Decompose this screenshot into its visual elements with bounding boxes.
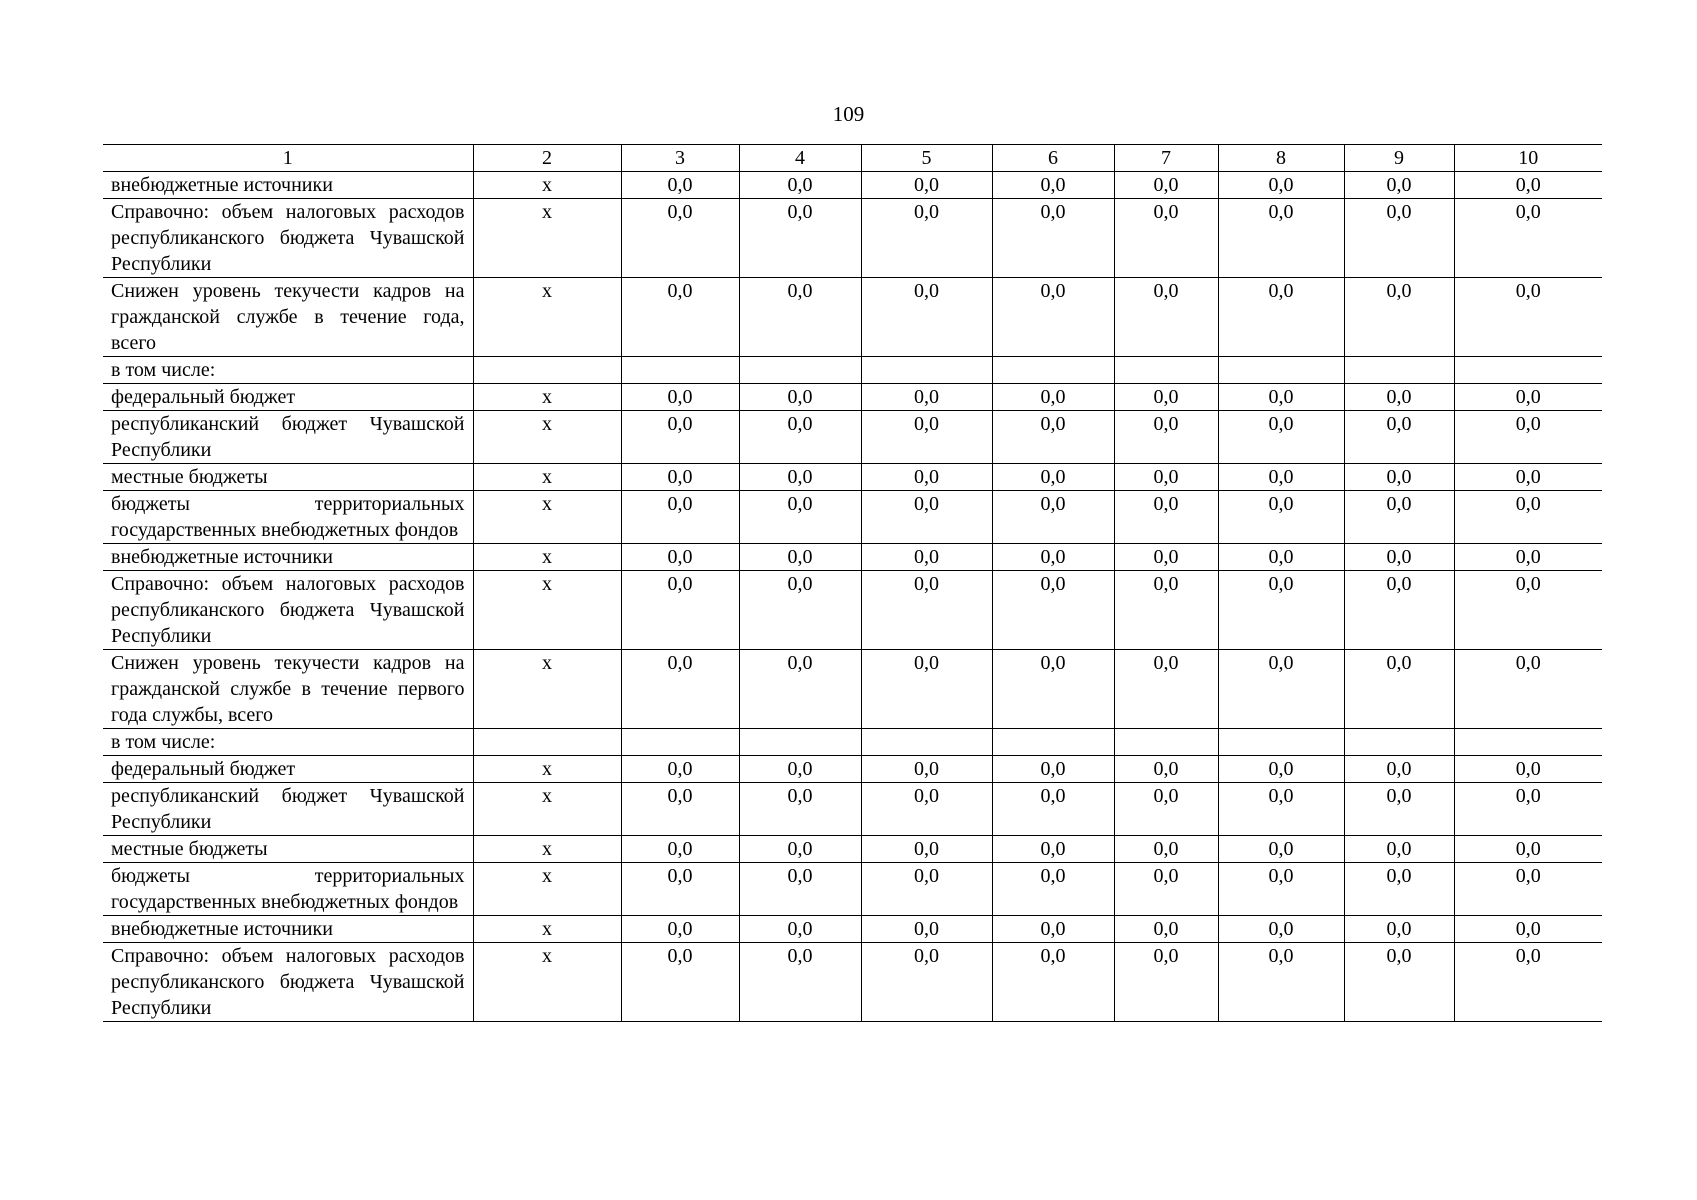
table-cell: 0,0 bbox=[1114, 943, 1218, 1022]
table-cell: 0,0 bbox=[621, 411, 739, 464]
column-header: 6 bbox=[992, 145, 1114, 172]
table-cell: 0,0 bbox=[621, 464, 739, 491]
table-cell bbox=[621, 357, 739, 384]
table-cell: 0,0 bbox=[1344, 544, 1454, 571]
table-row bbox=[103, 278, 1602, 357]
table-cell: 0,0 bbox=[1454, 464, 1602, 491]
column-header: 9 bbox=[1344, 145, 1454, 172]
row-label: Снижен уровень текучести кадров на гражданской службе в течение первого года службы, всего bbox=[103, 650, 473, 729]
table-cell: 0,0 bbox=[1454, 172, 1602, 199]
table-cell: х bbox=[473, 464, 621, 491]
table-cell: 0,0 bbox=[992, 199, 1114, 278]
table-cell: 0,0 bbox=[992, 464, 1114, 491]
table-cell bbox=[473, 729, 621, 756]
table-cell: 0,0 bbox=[739, 571, 861, 650]
table-cell: 0,0 bbox=[1114, 650, 1218, 729]
table-cell: 0,0 bbox=[1218, 571, 1344, 650]
table-cell: х bbox=[473, 278, 621, 357]
table-cell: х bbox=[473, 411, 621, 464]
column-header: 1 bbox=[103, 145, 473, 172]
table-cell: х bbox=[473, 783, 621, 836]
table-cell: 0,0 bbox=[1218, 783, 1344, 836]
table-cell: 0,0 bbox=[621, 943, 739, 1022]
row-label: внебюджетные источники bbox=[103, 172, 473, 199]
row-label: бюджеты территориальных государственных внебюджетных фондов bbox=[103, 863, 473, 916]
table-cell: 0,0 bbox=[861, 863, 992, 916]
table-cell: х bbox=[473, 863, 621, 916]
table-cell: 0,0 bbox=[1344, 836, 1454, 863]
table-row bbox=[103, 916, 1602, 943]
table-cell bbox=[1344, 729, 1454, 756]
table-cell: х bbox=[473, 916, 621, 943]
table-cell: 0,0 bbox=[1114, 756, 1218, 783]
row-label: в том числе: bbox=[103, 729, 473, 756]
table-cell: 0,0 bbox=[1344, 571, 1454, 650]
table-cell: 0,0 bbox=[621, 650, 739, 729]
table-cell: 0,0 bbox=[1454, 916, 1602, 943]
table-cell bbox=[861, 357, 992, 384]
table-row bbox=[103, 783, 1602, 836]
table-row bbox=[103, 756, 1602, 783]
table-row bbox=[103, 464, 1602, 491]
table-cell bbox=[1218, 729, 1344, 756]
table-cell: 0,0 bbox=[1218, 943, 1344, 1022]
table-cell: 0,0 bbox=[1454, 491, 1602, 544]
table-cell: х bbox=[473, 650, 621, 729]
table-cell bbox=[992, 729, 1114, 756]
table-cell bbox=[1218, 357, 1344, 384]
row-label: федеральный бюджет bbox=[103, 756, 473, 783]
table-cell: 0,0 bbox=[861, 411, 992, 464]
table-row bbox=[103, 943, 1602, 1022]
table-cell: 0,0 bbox=[992, 783, 1114, 836]
table-cell: 0,0 bbox=[1218, 384, 1344, 411]
table-cell: 0,0 bbox=[1218, 411, 1344, 464]
table-cell: 0,0 bbox=[992, 411, 1114, 464]
table-cell: 0,0 bbox=[1344, 863, 1454, 916]
table-cell: 0,0 bbox=[1218, 491, 1344, 544]
table-cell: 0,0 bbox=[621, 836, 739, 863]
table-cell: 0,0 bbox=[1454, 571, 1602, 650]
table-cell: 0,0 bbox=[739, 836, 861, 863]
table-cell: 0,0 bbox=[861, 199, 992, 278]
table-cell: 0,0 bbox=[1454, 650, 1602, 729]
table-cell: 0,0 bbox=[739, 172, 861, 199]
table-cell: 0,0 bbox=[861, 916, 992, 943]
table-cell: 0,0 bbox=[1114, 916, 1218, 943]
table-cell: 0,0 bbox=[1218, 199, 1344, 278]
row-label: Справочно: объем налоговых расходов республиканского бюджета Чувашской Республики bbox=[103, 943, 473, 1022]
table-cell: 0,0 bbox=[1454, 783, 1602, 836]
row-label: в том числе: bbox=[103, 357, 473, 384]
table-cell bbox=[861, 729, 992, 756]
table-cell: х bbox=[473, 172, 621, 199]
column-header: 3 bbox=[621, 145, 739, 172]
table-cell: 0,0 bbox=[621, 491, 739, 544]
table-cell: 0,0 bbox=[992, 943, 1114, 1022]
table-cell: х bbox=[473, 544, 621, 571]
column-header: 4 bbox=[739, 145, 861, 172]
table-header-row bbox=[103, 145, 1602, 172]
table-cell: 0,0 bbox=[739, 411, 861, 464]
table-cell bbox=[1454, 357, 1602, 384]
table-cell: 0,0 bbox=[1218, 278, 1344, 357]
table-cell: 0,0 bbox=[621, 172, 739, 199]
column-header: 10 bbox=[1454, 145, 1602, 172]
table-cell: 0,0 bbox=[1218, 756, 1344, 783]
table-cell: 0,0 bbox=[621, 278, 739, 357]
table-cell: 0,0 bbox=[1454, 199, 1602, 278]
table-cell: 0,0 bbox=[992, 544, 1114, 571]
table-cell: 0,0 bbox=[621, 571, 739, 650]
table-cell: 0,0 bbox=[1344, 756, 1454, 783]
table-row bbox=[103, 172, 1602, 199]
column-header: 7 bbox=[1114, 145, 1218, 172]
table-cell: 0,0 bbox=[992, 650, 1114, 729]
table-cell: 0,0 bbox=[861, 491, 992, 544]
table-cell bbox=[739, 357, 861, 384]
table-row bbox=[103, 491, 1602, 544]
table-cell: х bbox=[473, 571, 621, 650]
row-label: внебюджетные источники bbox=[103, 544, 473, 571]
row-label: федеральный бюджет bbox=[103, 384, 473, 411]
table-cell: 0,0 bbox=[992, 491, 1114, 544]
table-cell: 0,0 bbox=[1454, 836, 1602, 863]
table-row bbox=[103, 357, 1602, 384]
table-cell: 0,0 bbox=[1344, 783, 1454, 836]
table-cell: 0,0 bbox=[992, 916, 1114, 943]
table-cell: 0,0 bbox=[1218, 172, 1344, 199]
table-cell: 0,0 bbox=[1454, 278, 1602, 357]
row-label: Справочно: объем налоговых расходов республиканского бюджета Чувашской Республики bbox=[103, 199, 473, 278]
table-row bbox=[103, 384, 1602, 411]
column-header: 8 bbox=[1218, 145, 1344, 172]
table-cell: 0,0 bbox=[861, 464, 992, 491]
table-cell: 0,0 bbox=[992, 756, 1114, 783]
table-cell: х bbox=[473, 384, 621, 411]
table-cell: 0,0 bbox=[739, 783, 861, 836]
table-cell: 0,0 bbox=[1114, 464, 1218, 491]
table-cell: 0,0 bbox=[1114, 571, 1218, 650]
row-label: республиканский бюджет Чувашской Республики bbox=[103, 783, 473, 836]
table-cell: 0,0 bbox=[1344, 491, 1454, 544]
table-cell: 0,0 bbox=[739, 384, 861, 411]
table-cell bbox=[473, 357, 621, 384]
table-cell: 0,0 bbox=[621, 544, 739, 571]
table-cell: х bbox=[473, 836, 621, 863]
table-cell: 0,0 bbox=[861, 756, 992, 783]
table-cell: 0,0 bbox=[1114, 783, 1218, 836]
table-cell bbox=[1344, 357, 1454, 384]
table-cell: 0,0 bbox=[1218, 544, 1344, 571]
table-row bbox=[103, 863, 1602, 916]
table-cell: 0,0 bbox=[861, 783, 992, 836]
table-cell bbox=[621, 729, 739, 756]
table-cell: 0,0 bbox=[992, 172, 1114, 199]
table-cell: 0,0 bbox=[992, 278, 1114, 357]
table-cell: 0,0 bbox=[1344, 384, 1454, 411]
table-body bbox=[103, 145, 1602, 1022]
table-cell: 0,0 bbox=[739, 650, 861, 729]
table-cell bbox=[1114, 357, 1218, 384]
table-row bbox=[103, 544, 1602, 571]
table-cell: 0,0 bbox=[1454, 863, 1602, 916]
table-cell: 0,0 bbox=[1344, 199, 1454, 278]
table-cell: 0,0 bbox=[992, 836, 1114, 863]
table-cell: 0,0 bbox=[1218, 916, 1344, 943]
page-number: 109 bbox=[832, 102, 865, 126]
table-row bbox=[103, 199, 1602, 278]
table-cell bbox=[739, 729, 861, 756]
row-label: Снижен уровень текучести кадров на гражданской службе в течение года, всего bbox=[103, 278, 473, 357]
table-cell: 0,0 bbox=[621, 783, 739, 836]
table-cell: 0,0 bbox=[1114, 836, 1218, 863]
table-cell: 0,0 bbox=[1344, 943, 1454, 1022]
row-label: внебюджетные источники bbox=[103, 916, 473, 943]
table-cell: 0,0 bbox=[1114, 199, 1218, 278]
table-cell: 0,0 bbox=[1454, 384, 1602, 411]
table-cell bbox=[1114, 729, 1218, 756]
table-row bbox=[103, 411, 1602, 464]
table-cell: 0,0 bbox=[1344, 650, 1454, 729]
table-cell: 0,0 bbox=[861, 544, 992, 571]
table-cell: 0,0 bbox=[992, 863, 1114, 916]
row-label: Справочно: объем налоговых расходов республиканского бюджета Чувашской Республики bbox=[103, 571, 473, 650]
row-label: бюджеты территориальных государственных внебюджетных фондов bbox=[103, 491, 473, 544]
table-cell: 0,0 bbox=[1218, 464, 1344, 491]
table-cell: х bbox=[473, 756, 621, 783]
table-cell bbox=[992, 357, 1114, 384]
table-cell: 0,0 bbox=[861, 278, 992, 357]
row-label: республиканский бюджет Чувашской Республики bbox=[103, 411, 473, 464]
table-cell: 0,0 bbox=[739, 544, 861, 571]
table-cell: 0,0 bbox=[739, 491, 861, 544]
table-cell: 0,0 bbox=[621, 384, 739, 411]
table-cell: 0,0 bbox=[1114, 491, 1218, 544]
table-cell: 0,0 bbox=[1344, 278, 1454, 357]
table-row bbox=[103, 836, 1602, 863]
table-cell: 0,0 bbox=[1454, 943, 1602, 1022]
table-cell: 0,0 bbox=[861, 172, 992, 199]
table-cell: 0,0 bbox=[621, 199, 739, 278]
table-row bbox=[103, 650, 1602, 729]
table-cell: 0,0 bbox=[739, 199, 861, 278]
table-cell: 0,0 bbox=[1344, 916, 1454, 943]
table-cell: 0,0 bbox=[1218, 836, 1344, 863]
table-cell: 0,0 bbox=[1114, 384, 1218, 411]
table-cell: 0,0 bbox=[1454, 756, 1602, 783]
table-cell: 0,0 bbox=[621, 756, 739, 783]
table-cell: 0,0 bbox=[621, 916, 739, 943]
table-cell: 0,0 bbox=[1114, 544, 1218, 571]
table-cell: 0,0 bbox=[861, 836, 992, 863]
table-cell: 0,0 bbox=[992, 384, 1114, 411]
row-label: местные бюджеты bbox=[103, 836, 473, 863]
table-cell: 0,0 bbox=[1114, 278, 1218, 357]
table-cell: 0,0 bbox=[1344, 411, 1454, 464]
table-cell: 0,0 bbox=[1218, 863, 1344, 916]
table-cell: 0,0 bbox=[739, 756, 861, 783]
table-cell: 0,0 bbox=[1454, 544, 1602, 571]
table-cell: 0,0 bbox=[861, 650, 992, 729]
table-cell: 0,0 bbox=[861, 571, 992, 650]
table-cell: 0,0 bbox=[739, 278, 861, 357]
table-cell: 0,0 bbox=[861, 384, 992, 411]
table-cell bbox=[1454, 729, 1602, 756]
table-cell: 0,0 bbox=[1114, 411, 1218, 464]
table-row bbox=[103, 571, 1602, 650]
table-cell: х bbox=[473, 199, 621, 278]
table-row bbox=[103, 729, 1602, 756]
table-cell: х bbox=[473, 491, 621, 544]
table-cell: 0,0 bbox=[1454, 411, 1602, 464]
table-cell: 0,0 bbox=[1114, 863, 1218, 916]
table-cell: 0,0 bbox=[992, 571, 1114, 650]
table-cell: 0,0 bbox=[739, 943, 861, 1022]
table-cell: 0,0 bbox=[1218, 650, 1344, 729]
table-cell: 0,0 bbox=[1114, 172, 1218, 199]
table-cell: 0,0 bbox=[739, 863, 861, 916]
table-cell: 0,0 bbox=[861, 943, 992, 1022]
table-cell: 0,0 bbox=[739, 464, 861, 491]
table-cell: х bbox=[473, 943, 621, 1022]
table-cell: 0,0 bbox=[1344, 172, 1454, 199]
table-cell: 0,0 bbox=[621, 863, 739, 916]
table-cell: 0,0 bbox=[739, 916, 861, 943]
row-label: местные бюджеты bbox=[103, 464, 473, 491]
column-header: 5 bbox=[861, 145, 992, 172]
column-header: 2 bbox=[473, 145, 621, 172]
table-cell: 0,0 bbox=[1344, 464, 1454, 491]
data-table bbox=[103, 144, 1602, 1022]
